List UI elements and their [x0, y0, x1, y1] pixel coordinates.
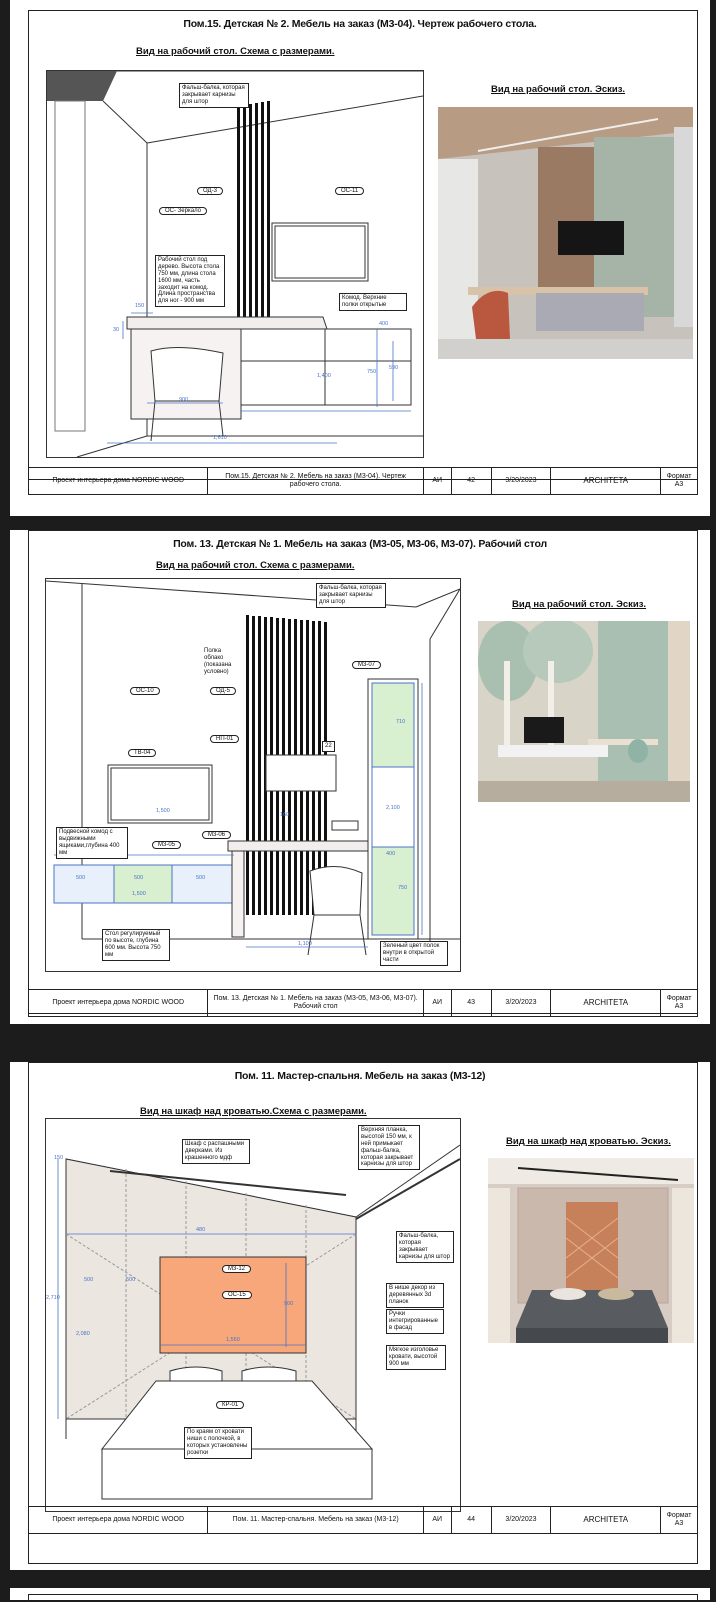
label-dresser: Комод. Верхние полки открытые [339, 293, 407, 311]
tb-company: ARCHITETA [551, 990, 661, 1016]
label-niche: В нише декор из деревянных 3d планок [386, 1283, 444, 1308]
dimension-drawing [45, 578, 461, 972]
sheet-43 [10, 530, 710, 1024]
label-table: Стол регулируемый по высоте, глубина 600 мм. Высота 750 мм [102, 929, 170, 961]
label-m312: М3-12 [222, 1265, 251, 1273]
dim-1610: 1,610 [213, 435, 227, 441]
title-block [28, 467, 698, 495]
dim-1550: 1,550 [226, 1337, 240, 1343]
tb-stage: АИ [424, 1507, 452, 1533]
label-kr: КР-01 [216, 1401, 244, 1409]
dimension-drawing [46, 70, 424, 458]
tb-sheet-name: Пом. 13. Детская № 1. Мебель на заказ (М3-05, М3-06, М3-07). Рабочий стол [208, 990, 423, 1016]
label-m307: М3-07 [352, 661, 381, 669]
label-os: ОС-10 [130, 687, 160, 695]
dim-160: 160 [280, 812, 290, 818]
dim-1500: 1,500 [156, 808, 170, 814]
dim-750: 750 [367, 369, 377, 375]
label-od: ОД-3 [197, 187, 223, 195]
sketch-render [478, 621, 690, 802]
dim-900: 900 [284, 1301, 294, 1307]
label-beam: Фальш-балка, которая закрывает карнизы для штор [179, 83, 249, 108]
sheet-title: Пом. 11. Мастер-спальня. Мебель на заказ (М3-12) [234, 1070, 486, 1082]
sheet-42 [10, 0, 710, 516]
label-os: ОС-15 [222, 1291, 252, 1299]
scheme-caption: Вид на рабочий стол. Схема с размерами. [156, 560, 355, 571]
sheet-title: Пом. 13. Детская № 1. Мебель на заказ (М3-05, М3-06, М3-07). Рабочий стол [173, 538, 547, 550]
label-hanging-dresser: Подвесной комод с выдвижными ящиками,глубина 400 мм [56, 827, 128, 859]
label-mirror: ОС- Зеркало [159, 207, 207, 215]
label-shelf: Полка облако (показана условно) [202, 647, 236, 677]
dim-2080: 2,080 [76, 1331, 90, 1337]
dim-500c: 500 [196, 875, 206, 881]
title-block [28, 1506, 698, 1534]
dim-480: 480 [196, 1227, 206, 1233]
label-np: НП-01 [210, 735, 239, 743]
tb-date: 3/20/2023 [492, 990, 552, 1016]
label-handles: Ручки интегрированные в фасад [386, 1309, 444, 1334]
label-od: ОД-5 [210, 687, 236, 695]
dim-500b: 500 [126, 1277, 136, 1283]
title-block [28, 989, 698, 1017]
scheme-caption: Вид на рабочий стол. Схема с размерами. [136, 46, 335, 57]
tb-company: ARCHITETA [551, 468, 661, 494]
label-m305: М3-05 [152, 841, 181, 849]
label-green: Зеленый цвет полок внутри в открытой части [380, 941, 448, 966]
tb-sheet-name: Пом. 11. Мастер-спальня. Мебель на заказ (М3-12) [208, 1507, 423, 1533]
sketch-caption: Вид на рабочий стол. Эскиз. [512, 599, 647, 610]
label-tv: ТВ-04 [128, 749, 156, 757]
label-sockets: По краям от кровати ниши с полочкой, в которых установлены розетки [184, 1427, 252, 1459]
sheet-44 [10, 1062, 710, 1570]
drawing-lines [47, 71, 423, 457]
sheet-next-partial [10, 1588, 710, 1600]
tb-project: Проект интерьера дома NORDIC WOOD [29, 1507, 208, 1533]
dim-500a: 500 [76, 875, 86, 881]
sketch-caption: Вид на шкаф над кроватью. Эскиз. [506, 1136, 671, 1147]
tb-stage: АИ [424, 990, 452, 1016]
sheet-title: Пом.15. Детская № 2. Мебель на заказ (М3-04). Чертеж рабочего стола. [183, 18, 537, 30]
tb-stage: АИ [424, 468, 452, 494]
tb-number: 43 [452, 990, 492, 1016]
drawing-lines [46, 579, 460, 971]
dim-400: 400 [379, 321, 389, 327]
label-desk: Рабочий стол под дерево. Высота стола 750 мм, длина стола 1600 мм, часть заходит на комод. Длина пространства для ног - 900 мм [155, 255, 225, 307]
dim-1100: 1,100 [298, 941, 312, 947]
tb-format: Формат А3 [666, 472, 692, 488]
label-wardrobe: Шкаф с распашными дверками. Из крашенного мдф [182, 1139, 250, 1164]
tb-format: Формат А3 [666, 1511, 692, 1527]
dim-30: 30 [113, 327, 120, 333]
tb-date: 3/20/2023 [492, 468, 552, 494]
dim-500b: 500 [134, 875, 144, 881]
dim-590: 590 [389, 365, 399, 371]
tb-date: 3/20/2023 [492, 1507, 552, 1533]
tb-company: ARCHITETA [551, 1507, 661, 1533]
dim-710: 710 [396, 719, 406, 725]
sheet-frame [28, 1594, 698, 1602]
tb-number: 44 [452, 1507, 492, 1533]
label-top-plank: Верхняя планка, высотой 150 мм, к ней примыкает фальш-балка, которая закрывает карнизы для штор [358, 1125, 420, 1170]
dim-400: 400 [386, 851, 396, 857]
tb-project: Проект интерьера дома NORDIC WOOD [29, 468, 208, 494]
dimension-drawing [45, 1118, 461, 1512]
label-beam: Фальш-балка, которая закрывает карнизы для штор [396, 1231, 454, 1263]
dim-1400: 1,400 [317, 373, 331, 379]
dim-500a: 500 [84, 1277, 94, 1283]
label-beam: Фальш-балка, которая закрывает карнизы для штор [316, 583, 386, 608]
label-headboard: Мягкое изголовье кровати, высотой 900 мм [386, 1345, 446, 1370]
sketch-render [488, 1158, 694, 1343]
scheme-caption: Вид на шкаф над кроватью.Схема с размерами. [140, 1106, 367, 1117]
sketch-caption: Вид на рабочий стол. Эскиз. [491, 84, 626, 95]
dim-1500b: 1,500 [132, 891, 146, 897]
dim-900: 900 [179, 397, 189, 403]
label-m306: М3-06 [202, 831, 231, 839]
dim-2100: 2,100 [386, 805, 400, 811]
label-22: 22 [322, 741, 335, 752]
sketch-render [438, 107, 693, 359]
dim-150: 150 [135, 303, 145, 309]
tb-number: 42 [452, 468, 492, 494]
dim-2710: 2,710 [46, 1295, 60, 1301]
tb-project: Проект интерьера дома NORDIC WOOD [29, 990, 208, 1016]
label-os: ОС-11 [335, 187, 364, 195]
dim-150: 150 [54, 1155, 64, 1161]
dim-750: 750 [398, 885, 408, 891]
tb-sheet-name: Пом.15. Детская № 2. Мебель на заказ (М3-04). Чертеж рабочего стола. [208, 468, 423, 494]
tb-format: Формат А3 [666, 994, 692, 1010]
